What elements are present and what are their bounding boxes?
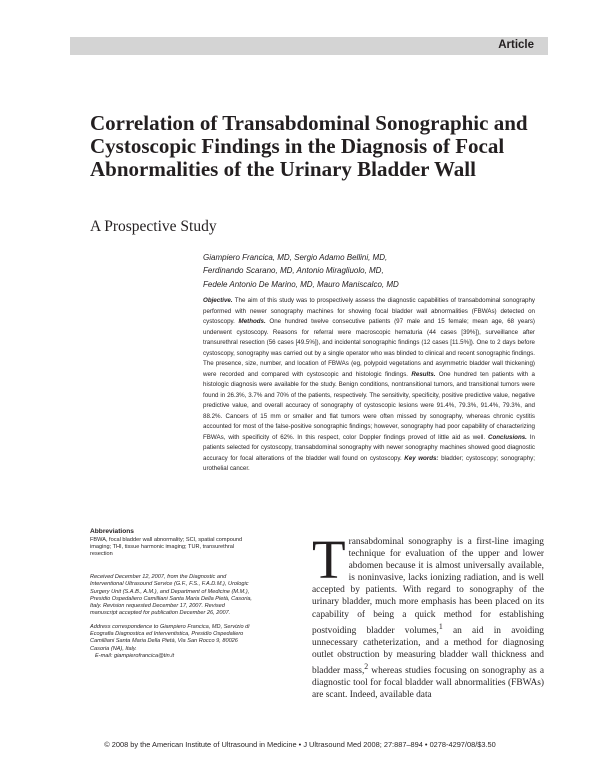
abstract-methods-text: One hundred twelve consecutive patients (97 male and 15 female; mean age, 68 years) underwent cystoscopy. Reasons for referral were macroscopic hematuria (44 cases [39%]), surveillance after transurethral resection (56 cases [49.5%]), and incidental sonographic findings (12 cases [11.5%]). One to 2 days before cystoscopy, sonography was carried out by a single operator who was blinded to clinical and recent sonographic findings. The presence, size, number, and location of FBWAs (eg, polypoid vegetations and asymmetric bladder wall thickening) were recorded and compared with cystoscopic and histologic findings. — [203, 318, 535, 378]
abbreviations-box — [90, 528, 252, 558]
abstract-conclusions-label: Conclusions. — [488, 433, 527, 441]
author-line: Fedele Antonio De Marino, MD, Mauro Maniscalco, MD — [203, 279, 399, 289]
abstract-objective-text: The aim of this study was to prospectively assess the diagnostic capabilities of transabdominal sonography performed with newer sonography machines for showing focal bladder wall abnormalities (FBWAs) detected on cystoscopy. — [203, 297, 535, 325]
abstract-keywords-text: bladder; cystoscopy; sonography; urothelial cancer. — [203, 454, 535, 472]
author-line: Giampiero Francica, MD, Sergio Adamo Bellini, MD, — [203, 253, 388, 262]
article-subtitle: A Prospective Study — [90, 218, 217, 235]
body-paragraph: ransabdominal sonography is a first-line imaging technique for evaluation of the upper and lower abdomen because it is almost universally available, is noninvasive, lacks ionizing radiation, and is well accepted by patients. With regard to sonography of the urinary bladder, much more emphasis has been placed on its capability of being a quick method for establishing postvoiding bladder volumes, — [312, 537, 544, 636]
abstract-keywords-label: Key words: — [404, 454, 439, 462]
correspondence-text: Address correspondence to Giampiero Francica, MD, Servizio di Ecografia Diagnostica ed Interventistica, Presidio Ospedaliero Camilliani Santa Maria Della Pietà, Via San Rocco 9, 80026 Casoria (NA), Italy. — [90, 623, 250, 652]
author-line: Ferdinando Scarano, MD, Antonio Miragliuolo, MD, — [203, 266, 384, 276]
received-info — [90, 574, 252, 666]
abstract-objective-label: Objective. — [203, 297, 233, 304]
correspondence-email: E-mail: giampierofrancica@tin.it — [95, 652, 175, 659]
correspondence-address — [90, 624, 252, 660]
abstract-results-label: Results. — [411, 370, 436, 378]
drop-cap: T — [312, 529, 346, 590]
abbreviations-text: FBWA, focal bladder wall abnormality; SCI, spatial compound imaging; THI, tissue harmonic imaging; TUR, transurethral resection — [90, 536, 243, 558]
abstract-results-text: One hundred ten patients with a histologic diagnosis were available for the study. Benign conditions, nontransitional tumors, and transitional tumors were found in 26.3%, 3.7% and 70% of the patients, respectively. The sensitivity, specificity, positive predictive value, negative predictive value, and overall accuracy of sonography of cystoscopic lesions were 91.4%, 79.3%, 91.4%, 79.3%, and 88.2%. Cancers of 15 mm or smaller and flat tumors were often missed by sonography, whereas chronic cystitis accounted for most of the false-positive sonographic findings; however, sonography had poor capability of characterizing FBWAs, with specificity of 62%. In this respect, color Doppler findings proved of little aid as well. — [203, 370, 535, 441]
author-list — [203, 251, 543, 291]
abbreviations-heading: Abbreviations — [90, 528, 134, 535]
abstract-methods-label: Methods. — [238, 318, 266, 325]
abstract-conclusions-text: In patients selected for cystoscopy, transabdominal sonography with newer sonography machines showed good diagnostic accuracy for focal alterations of the bladder wall found on cystoscopy. — [203, 433, 535, 462]
body-paragraph-cont: an aid in avoiding unnecessary catheterization, and a method for diagnosing outlet obstruction by measuring bladder wall thickness and bladder mass, — [312, 625, 544, 677]
body-text — [312, 529, 544, 701]
body-paragraph-cont2: whereas studies focusing on sonography as a diagnostic tool for focal bladder wall abnormalities (FBWAs) are scant. Indeed, available data — [312, 666, 544, 701]
article-type-label: Article — [498, 39, 534, 51]
page-footer: © 2008 by the American Institute of Ultrasound in Medicine • J Ultrasound Med 2008; 27:887–894 • 0278-4297/08/$3.50 — [104, 740, 496, 749]
citation-1: 1 — [438, 621, 443, 631]
citation-2: 2 — [364, 662, 369, 672]
received-history: Received December 12, 2007, from the Diagnostic and Interventional Ultrasound Service (G.F., F.S., F.A.D.M.), Urologic Surgery Unit (S.A.B., A.M.), and Department of Medicine (M.M.), Presidio Ospedaliero Camilliani Santa Maria Della Pietà, Casoria, Italy. Revision requested December 17, 2007. Revised manuscript accepted for publication December 26, 2007. — [90, 574, 252, 617]
article-type-banner — [70, 37, 548, 55]
abstract — [203, 296, 535, 475]
article-title: Correlation of Transabdominal Sonographic and Cystoscopic Findings in the Diagnosis of Focal Abnormalities of the Urinary Bladder Wall — [90, 111, 528, 181]
